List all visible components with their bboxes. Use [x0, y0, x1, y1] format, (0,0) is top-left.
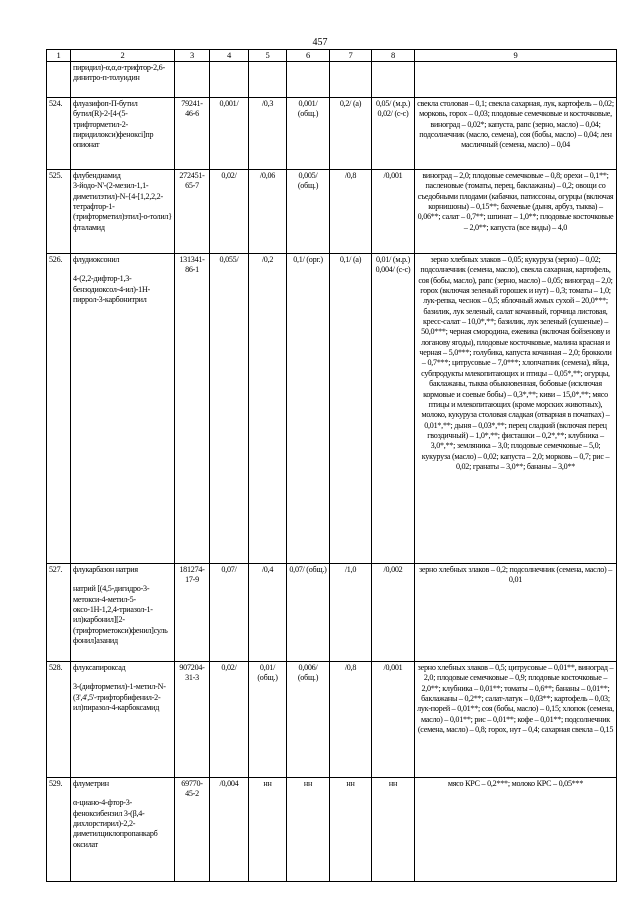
substance-name: флуметрин [73, 778, 109, 788]
row-number: 528. [47, 661, 71, 777]
table-row [47, 661, 617, 777]
header-cell: 2 [71, 50, 175, 62]
value-col4: 0,07/ [210, 563, 249, 661]
header-cell: 3 [175, 50, 210, 62]
continuation-row [47, 61, 617, 97]
table-row [47, 97, 617, 169]
header-cell: 1 [47, 50, 71, 62]
chemical-name: 3-(дифторметил)-1-метил-N-(3',4',5'-трифторбифенил-2-ил)пиразол-4-карбоксамид [73, 682, 166, 712]
value-col8: /0,001 [372, 661, 415, 777]
row-number: 526. [47, 253, 71, 563]
value-col7: /0,8 [330, 661, 372, 777]
value-col5: нн [249, 777, 287, 881]
header-cell: 9 [415, 50, 617, 62]
column-number-row [47, 50, 617, 62]
value-col5: /0,4 [249, 563, 287, 661]
chemical-name: натрий [(4,5-дигидро-3-метокси-4-метил-5-оксо-1Н-1,2,4-триазол-1-ил)карбонил][2-(трифторметокси)фенил]сульфонил]азанид [73, 584, 168, 646]
substance-name-cell: пиридил)-α,α,α-трифтор-2,6-динитро-п-толуидин [71, 61, 175, 97]
cas-number: 272451-65-7 [175, 169, 210, 253]
hygiene-standards-table [46, 49, 617, 882]
value-col7: нн [330, 777, 372, 881]
table-row [47, 563, 617, 661]
value-col6: 0,001/ (общ.) [287, 97, 330, 169]
value-col5: /0,2 [249, 253, 287, 563]
value-col6: нн [287, 777, 330, 881]
header-cell: 4 [210, 50, 249, 62]
food-mrl-text: свекла столовая – 0,1; свекла сахарная, лук, картофель – 0,02; морковь, горох – 0,03; плодовые семечковые и косточковые, виноград – 0,02*; капуста, рапс (зерно, масло) – 0,04; подсолнечник (масло, семена), соя (бобы, масло) – 0,04; лен масличный (семена, масло) – 0,04 [415, 97, 617, 169]
value-col8: /0,001 [372, 169, 415, 253]
value-col8: 0,01/ (м.р.) 0,004/ (с-с) [372, 253, 415, 563]
chemical-name: 3-йодо-N'-(2-мезил-1,1-диметилэтил)-N-{4-[1,2,2,2-тетрафтор-1-(трифторметил)этил]-о-толил}фталамид [73, 181, 172, 232]
substance-name: флуазифоп-П-бутил [73, 98, 138, 108]
page-number: 457 [312, 37, 328, 48]
row-number: 525. [47, 169, 71, 253]
row-number: 524. [47, 97, 71, 169]
value-col7: /0,8 [330, 169, 372, 253]
substance-name-cell [71, 563, 175, 661]
value-col6: 0,005/ (общ.) [287, 169, 330, 253]
value-col8: 0,05/ (м.р.) 0,02/ (с-с) [372, 97, 415, 169]
value-col5: /0,3 [249, 97, 287, 169]
cas-number: 131341-86-1 [175, 253, 210, 563]
value-col4: /0,004 [210, 777, 249, 881]
header-cell: 6 [287, 50, 330, 62]
header-cell: 7 [330, 50, 372, 62]
value-col6: 0,006/ (общ.) [287, 661, 330, 777]
value-col7: 0,2/ (а) [330, 97, 372, 169]
value-col4: 0,02/ [210, 169, 249, 253]
chemical-name: бутил(R)-2-[4-(5-трифторметил-2-пиридилокси)феноксi]пр опионат [73, 109, 154, 150]
food-mrl-text: зерно хлебных злаков – 0,05; кукуруза (зерно) – 0,02; подсолнечник (семена, масло), свекла сахарная, картофель, соя (бобы, масло), рапс (зерно, масло) – 0,05; виноград – 2,0; горох (включая зеленый горошек и нут) – 0,3; томаты – 1,0; лук-репка, чеснок – 0,5; яблочный жмых сухой – 20,0***; базилик, лук зеленый, салат кочанный, горчица листовая, кресс-салат – 10,0*,**; базилик, лук зеленый (сушеные) – 50,0***; черная смородина, ежевика (включая бойзенову и логанову ягоды), плодовые косточковые, малина красная и черная – 5,0***; голубика, капуста кочанная – 2,0; брокколи – 0,7***; цитрусовые – 7,0***; хлопчатник (семена), яйца, субпродукты млекопитающих и птицы – 0,05*,**; огурцы, баклажаны, тыква обыкновенная, бобовые (исключая кормовые и соевые бобы) – 0,3*,**; киви – 15,0*,**; мясо птицы и млекопитающих (кроме морских животных), молоко, кукуруза столовая сладкая (отварная в початках) – 0,01*,**; дыня – 0,03*,**; перец сладкий (включая перец гвоздичный) – 1,0*,**; фисташки – 0,2*,**; клубника – 3,0*,**; земляника – 3,0; плодовые семечковые – 5,0; кукуруза (масло) – 0,02; капуста – 2,0; морковь – 0,7; рис – 0,02; гранаты – 3,0**; бананы – 3,0** [415, 253, 617, 563]
substance-name-cell [71, 661, 175, 777]
table-row [47, 253, 617, 563]
value-col6: 0,07/ (общ.) [287, 563, 330, 661]
substance-name: флудиоксонил [73, 254, 120, 264]
value-col7: /1,0 [330, 563, 372, 661]
cas-number: 79241-46-6 [175, 97, 210, 169]
row-number: 527. [47, 563, 71, 661]
value-col4: 0,055/ [210, 253, 249, 563]
substance-name-cell [71, 97, 175, 169]
row-number: 529. [47, 777, 71, 881]
substance-name: флубендиамид [73, 170, 121, 180]
value-col7: 0,1/ (а) [330, 253, 372, 563]
value-col5: /0,06 [249, 169, 287, 253]
food-mrl-text: зерно хлебных злаков – 0,2; подсолнечник (семена, масло) – 0,01 [415, 563, 617, 661]
cas-number: 181274-17-9 [175, 563, 210, 661]
substance-name-cell [71, 777, 175, 881]
cas-number: 907204-31-3 [175, 661, 210, 777]
food-mrl-text: зерно хлебных злаков – 0,5; цитрусовые – 0,01**, виноград – 2,0; плодовые семечковые – 0,9; плодовые косточковые – 2,0**; клубника – 0,01**; томаты – 0,6**; бананы – 0,01**; баклажаны – 0,2**; салат-латук – 0,03**; картофель – 0,03; лук-порей – 0,01**; соя (бобы, масло) – 0,15; хлопок (семена, масло) – 0,01**; рис – 0,01**; кофе – 0,01**; подсолнечник (семена, масло) – 0,8; горох, нут – 0,4; сахарная свекла – 0,15 [415, 661, 617, 777]
substance-name: флуксапироксад [73, 662, 126, 672]
value-col8: нн [372, 777, 415, 881]
table-row [47, 777, 617, 881]
value-col4: 0,02/ [210, 661, 249, 777]
substance-name-cell [71, 169, 175, 253]
food-mrl-text: виноград – 2,0; плодовые семечковые – 0,8; орехи – 0,1**; пасленовые (томаты, перец, баклажаны) – 0,2; овощи со съедобными плодами (кабачки, патиссоны, огурцы (включая корнишоны) – 0,15**; бахчевые (дыня, арбуз, тыква) – 0,06**; салат – 0,7**; шпинат – 1,0**; плодовые косточковые – 2,0**; капуста (все виды) – 4,0 [415, 169, 617, 253]
value-col6: 0,1/ (орг.) [287, 253, 330, 563]
chemical-name: 4-(2,2-дифтор-1,3-бензодиоксол-4-ил)-1Н-пиррол-3-карбонитрил [73, 274, 150, 304]
value-col5: 0,01/ (общ.) [249, 661, 287, 777]
substance-name-cell [71, 253, 175, 563]
header-cell: 8 [372, 50, 415, 62]
header-cell: 5 [249, 50, 287, 62]
food-mrl-text: мясо КРС – 0,2***; молоко КРС – 0,05*** [415, 777, 617, 881]
value-col4: 0,001/ [210, 97, 249, 169]
value-col8: /0,002 [372, 563, 415, 661]
chemical-name: α-циано-4-фтор-3-феноксибензил 3-(β,4-дихлорстирил)-2,2-диметилциклопропанкарб оксилат [73, 798, 158, 849]
cas-number: 69770-45-2 [175, 777, 210, 881]
substance-name: флукарбазон натрия [73, 564, 138, 574]
table-row [47, 169, 617, 253]
